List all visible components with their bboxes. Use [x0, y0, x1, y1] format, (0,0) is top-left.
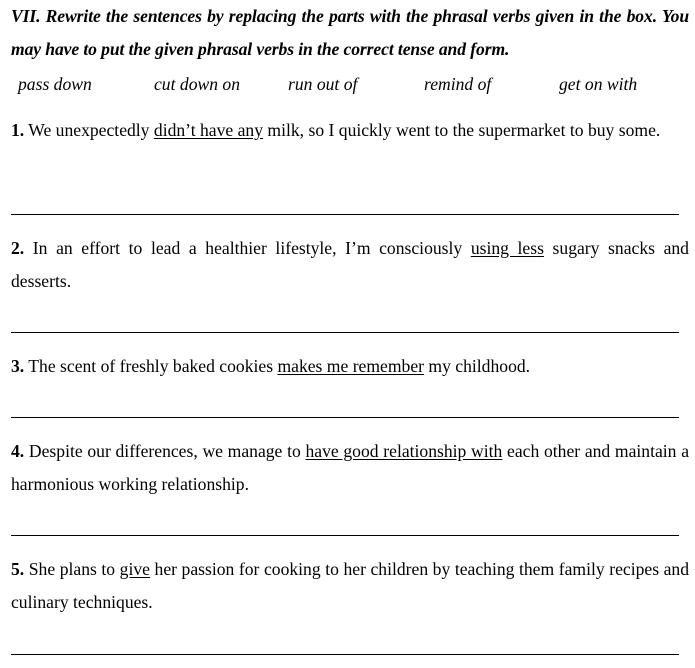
- question-5: [11, 553, 689, 619]
- answer-line[interactable]: [11, 417, 679, 418]
- answer-line[interactable]: [11, 332, 679, 333]
- worksheet-page: [11, 0, 689, 612]
- answer-line[interactable]: [11, 535, 679, 536]
- question-1: [11, 114, 689, 147]
- box-word: get on with: [559, 74, 638, 94]
- question-text: We unexpectedly: [24, 120, 154, 140]
- phrasal-verb-box: [11, 68, 689, 101]
- question-text: milk, so I quickly went to the supermarket to buy some.: [263, 120, 661, 140]
- question-number: 5.: [11, 559, 25, 579]
- answer-line[interactable]: [11, 214, 679, 215]
- question-text: sugary snacks and desserts.: [11, 238, 689, 291]
- answer-line[interactable]: [11, 654, 679, 655]
- question-text: my childhood.: [424, 356, 531, 376]
- question-text: Despite our differences, we manage to: [24, 441, 306, 461]
- underlined-phrase: using less: [470, 238, 544, 258]
- underlined-phrase: makes me remember: [277, 356, 425, 376]
- question-number: 3.: [11, 356, 25, 376]
- question-2: [11, 232, 689, 298]
- underlined-phrase: didn’t have any: [153, 120, 264, 140]
- question-text: each other and maintain a harmonious working relationship.: [11, 441, 689, 494]
- box-word: run out of: [288, 74, 358, 94]
- exercise-instruction: VII. Rewrite the sentences by replacing the parts with the phrasal verbs given in the box. You may have to put the given phrasal verbs in the correct tense and form.: [11, 6, 689, 59]
- underlined-phrase: have good relationship with: [305, 441, 503, 461]
- question-text: The scent of freshly baked cookies: [24, 356, 278, 376]
- question-number: 2.: [11, 238, 25, 258]
- question-text: She plans to: [24, 559, 120, 579]
- box-word: cut down on: [154, 74, 241, 94]
- box-word: pass down: [18, 74, 92, 94]
- box-word: remind of: [424, 74, 492, 94]
- question-text: her passion for cooking to her children by teaching them family recipes and culinary techniques.: [11, 559, 689, 612]
- question-4: [11, 435, 689, 501]
- question-number: 1.: [11, 120, 25, 140]
- question-3: [11, 350, 689, 383]
- question-text: In an effort to lead a healthier lifestyle, I’m consciously: [24, 238, 471, 258]
- question-number: 4.: [11, 441, 25, 461]
- underlined-phrase: give: [119, 559, 150, 579]
